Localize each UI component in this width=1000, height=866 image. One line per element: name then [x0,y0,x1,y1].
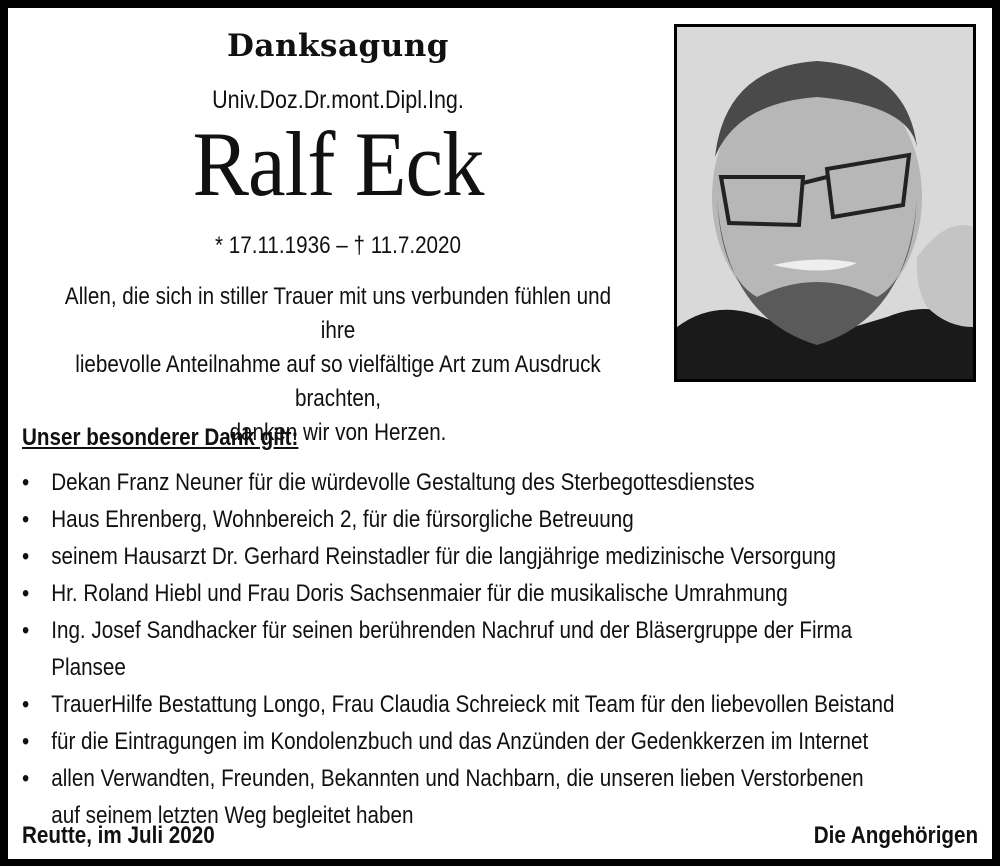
academic-title: Univ.Doz.Dr.mont.Dipl.Ing. [212,86,464,114]
list-item-line: auf seinem letzten Weg begleitet haben [51,802,414,829]
place-date: Reutte, im Juli 2020 [22,822,215,849]
list-item: • Haus Ehrenberg, Wohnbereich 2, für die fürsorgliche Betreuung [22,501,916,538]
thanks-heading: Unser besonderer Dank gilt: [22,424,299,451]
signature: Die Angehörigen [813,822,978,849]
list-item: • Hr. Roland Hiebl und Frau Doris Sachsenmaier für die musikalische Umrahmung [22,575,916,612]
list-item: • Dekan Franz Neuner für die würdevolle Gestaltung des Sterbegottesdienstes [22,464,916,501]
obituary-card [8,8,992,859]
life-dates: * 17.11.1936 – † 11.7.2020 [215,232,461,259]
intro-line: liebevolle Anteilnahme auf so vielfältige Art zum Ausdruck brachten, [75,351,601,412]
list-item: • TrauerHilfe Bestattung Longo, Frau Claudia Schreieck mit Team für den liebevollen Beistand [22,686,916,723]
portrait-photo [674,24,976,382]
portrait-image [677,27,973,379]
list-item-line: • allen Verwandten, Freunden, Bekannten und Nachbarn, die unseren lieben Verstorbenen [51,765,864,792]
notice-title: Danksagung [227,28,449,64]
deceased-name: Ralf Eck [192,113,484,215]
intro-line: danken wir von Herzen. [229,419,447,446]
list-item: • für die Eintragungen im Kondolenzbuch und das Anzünden der Gedenkkerzen im Internet [22,723,916,760]
list-item: • seinem Hausarzt Dr. Gerhard Reinstadler für die langjährige medizinische Versorgung [22,538,916,575]
thanks-list [22,464,916,834]
intro-line: Allen, die sich in stiller Trauer mit uns verbunden fühlen und ihre [64,283,612,344]
list-item: • Ing. Josef Sandhacker für seinen berührenden Nachruf und der Bläsergruppe der Firma Plansee [22,612,916,686]
